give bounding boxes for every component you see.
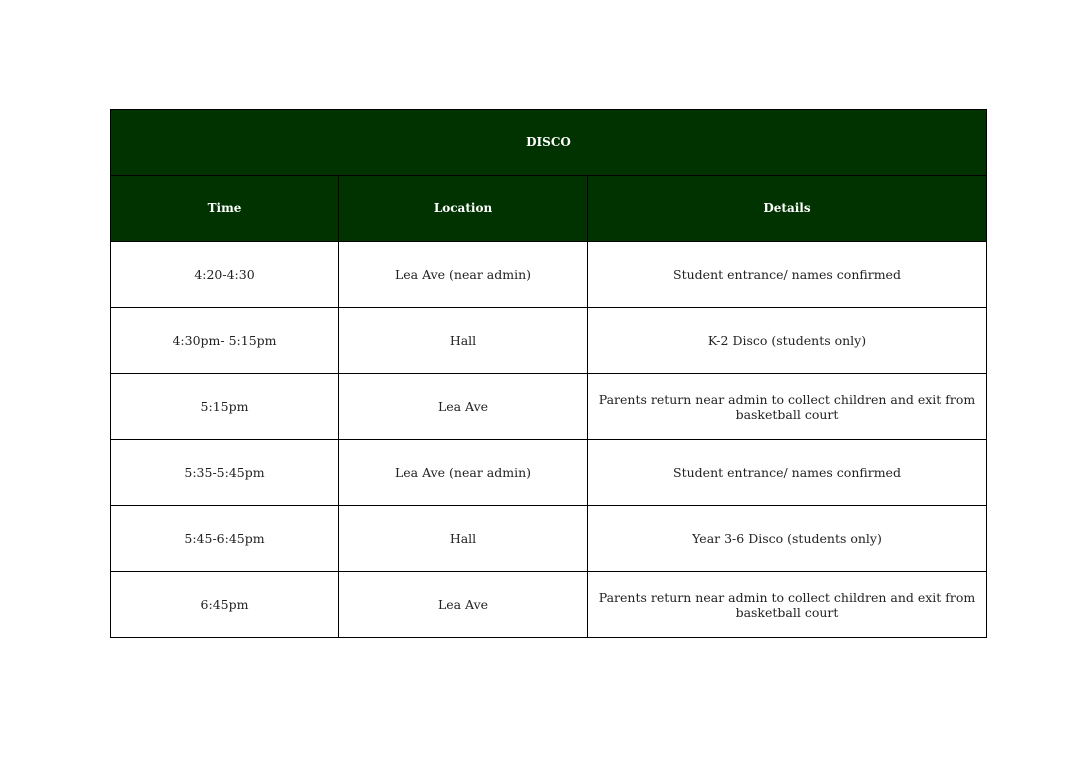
cell-details: Parents return near admin to collect children and exit from basketball court xyxy=(588,572,987,638)
cell-location: Hall xyxy=(339,308,588,374)
table-row xyxy=(111,308,987,374)
table-header-row xyxy=(111,176,987,242)
cell-location: Lea Ave (near admin) xyxy=(339,440,588,506)
cell-details: K-2 Disco (students only) xyxy=(588,308,987,374)
table-title: DISCO xyxy=(111,110,987,176)
cell-time: 6:45pm xyxy=(111,572,339,638)
table-title-row xyxy=(111,110,987,176)
cell-time: 5:35-5:45pm xyxy=(111,440,339,506)
cell-details: Year 3-6 Disco (students only) xyxy=(588,506,987,572)
table-row xyxy=(111,506,987,572)
disco-schedule-table xyxy=(110,109,987,638)
column-header-location: Location xyxy=(339,176,588,242)
table-row xyxy=(111,572,987,638)
table-row xyxy=(111,440,987,506)
column-header-details: Details xyxy=(588,176,987,242)
cell-location: Lea Ave xyxy=(339,374,588,440)
cell-location: Lea Ave (near admin) xyxy=(339,242,588,308)
cell-location: Hall xyxy=(339,506,588,572)
table-row xyxy=(111,242,987,308)
table-row xyxy=(111,374,987,440)
cell-details: Parents return near admin to collect children and exit from basketball court xyxy=(588,374,987,440)
column-header-time: Time xyxy=(111,176,339,242)
cell-time: 5:45-6:45pm xyxy=(111,506,339,572)
cell-location: Lea Ave xyxy=(339,572,588,638)
cell-time: 4:30pm- 5:15pm xyxy=(111,308,339,374)
cell-time: 5:15pm xyxy=(111,374,339,440)
cell-time: 4:20-4:30 xyxy=(111,242,339,308)
cell-details: Student entrance/ names confirmed xyxy=(588,440,987,506)
cell-details: Student entrance/ names confirmed xyxy=(588,242,987,308)
